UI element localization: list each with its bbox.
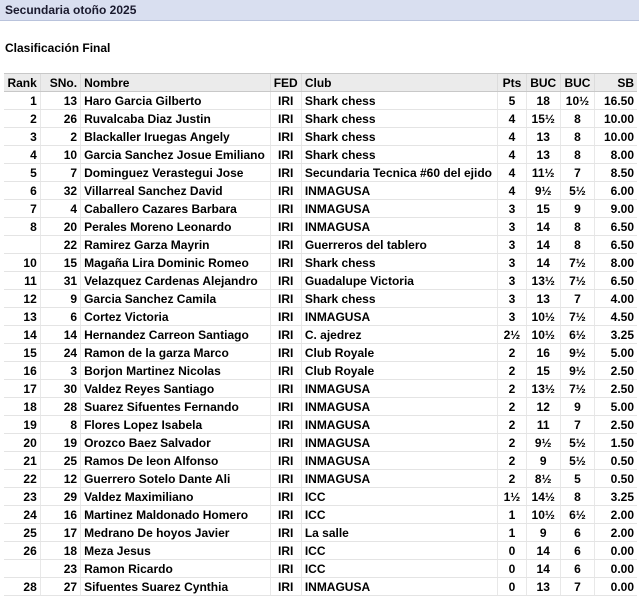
cell-fed: IRI [270, 470, 301, 488]
cell-pts: 3 [498, 290, 526, 308]
table-row[interactable] [4, 254, 637, 272]
cell-fed: IRI [270, 434, 301, 452]
cell-buc: 9 [526, 524, 560, 542]
cell-nombre: Cortez Victoria [81, 308, 270, 326]
cell-buc-2: 7½ [560, 308, 594, 326]
cell-rank: 15 [4, 344, 40, 362]
cell-sno: 12 [40, 470, 80, 488]
cell-rank: 1 [4, 92, 40, 110]
standings-table [4, 73, 637, 596]
cell-fed: IRI [270, 344, 301, 362]
cell-buc: 13½ [526, 272, 560, 290]
cell-pts: 4 [498, 128, 526, 146]
table-row[interactable] [4, 416, 637, 434]
cell-club: Shark chess [301, 290, 498, 308]
cell-club: Club Royale [301, 344, 498, 362]
cell-sb: 5.00 [595, 344, 637, 362]
cell-nombre: Ruvalcaba Diaz Justin [81, 110, 270, 128]
table-row[interactable] [4, 578, 637, 596]
cell-buc: 15 [526, 200, 560, 218]
cell-rank: 14 [4, 326, 40, 344]
cell-buc: 8½ [526, 470, 560, 488]
cell-pts: 0 [498, 578, 526, 596]
cell-sb: 6.50 [595, 236, 637, 254]
cell-club: Shark chess [301, 128, 498, 146]
cell-sb: 10.00 [595, 128, 637, 146]
cell-nombre: Borjon Martinez Nicolas [81, 362, 270, 380]
table-row[interactable] [4, 452, 637, 470]
cell-pts: 3 [498, 200, 526, 218]
cell-buc-2: 9½ [560, 344, 594, 362]
cell-rank: 25 [4, 524, 40, 542]
cell-club: INMAGUSA [301, 200, 498, 218]
cell-fed: IRI [270, 146, 301, 164]
cell-buc: 14 [526, 254, 560, 272]
table-row[interactable] [4, 524, 637, 542]
cell-rank: 24 [4, 506, 40, 524]
cell-buc-2: 10½ [560, 92, 594, 110]
cell-pts: 4 [498, 182, 526, 200]
cell-nombre: Garcia Sanchez Camila [81, 290, 270, 308]
col-header-sb[interactable]: SB [595, 74, 637, 92]
table-row[interactable] [4, 110, 637, 128]
table-header-row [4, 74, 637, 92]
cell-fed: IRI [270, 254, 301, 272]
cell-buc-2: 8 [560, 236, 594, 254]
cell-nombre: Ramos De leon Alfonso [81, 452, 270, 470]
cell-rank: 18 [4, 398, 40, 416]
cell-buc: 13 [526, 128, 560, 146]
cell-nombre: Velazquez Cardenas Alejandro [81, 272, 270, 290]
cell-rank: 28 [4, 578, 40, 596]
cell-sno: 31 [40, 272, 80, 290]
cell-nombre: Guerrero Sotelo Dante Ali [81, 470, 270, 488]
cell-club: C. ajedrez [301, 326, 498, 344]
cell-club: INMAGUSA [301, 182, 498, 200]
cell-pts: 5 [498, 92, 526, 110]
cell-sno: 4 [40, 200, 80, 218]
cell-pts: 2 [498, 398, 526, 416]
cell-fed: IRI [270, 488, 301, 506]
cell-pts: 4 [498, 110, 526, 128]
cell-club: Guerreros del tablero [301, 236, 498, 254]
cell-fed: IRI [270, 506, 301, 524]
cell-buc: 9 [526, 452, 560, 470]
cell-club: ICC [301, 488, 498, 506]
cell-pts: 1 [498, 524, 526, 542]
cell-sno: 9 [40, 290, 80, 308]
col-header-fed[interactable]: FED [270, 74, 301, 92]
cell-sno: 30 [40, 380, 80, 398]
cell-rank: 10 [4, 254, 40, 272]
col-header-buc[interactable]: BUC [526, 74, 560, 92]
cell-buc-2: 8 [560, 488, 594, 506]
cell-nombre: Blackaller Iruegas Angely [81, 128, 270, 146]
cell-sb: 2.50 [595, 380, 637, 398]
cell-rank: 3 [4, 128, 40, 146]
cell-fed: IRI [270, 308, 301, 326]
cell-rank: 21 [4, 452, 40, 470]
cell-rank: 19 [4, 416, 40, 434]
cell-nombre: Ramon de la garza Marco [81, 344, 270, 362]
cell-club: Secundaria Tecnica #60 del ejido [301, 164, 498, 182]
cell-buc: 12 [526, 398, 560, 416]
cell-buc-2: 9 [560, 200, 594, 218]
cell-buc-2: 5 [560, 470, 594, 488]
cell-buc: 13 [526, 146, 560, 164]
cell-club: La salle [301, 524, 498, 542]
cell-rank: 20 [4, 434, 40, 452]
cell-sno: 26 [40, 110, 80, 128]
cell-nombre: Ramon Ricardo [81, 560, 270, 578]
cell-rank [4, 560, 40, 578]
cell-sno: 25 [40, 452, 80, 470]
cell-sno: 23 [40, 560, 80, 578]
table-row[interactable] [4, 218, 637, 236]
cell-club: ICC [301, 506, 498, 524]
cell-buc: 14 [526, 560, 560, 578]
table-row[interactable] [4, 290, 637, 308]
cell-sb: 4.50 [595, 308, 637, 326]
cell-pts: 2 [498, 344, 526, 362]
cell-buc-2: 7 [560, 290, 594, 308]
cell-rank: 12 [4, 290, 40, 308]
cell-club: ICC [301, 542, 498, 560]
cell-buc-2: 7 [560, 578, 594, 596]
cell-sb: 8.00 [595, 254, 637, 272]
cell-pts: 3 [498, 254, 526, 272]
table-row[interactable] [4, 128, 637, 146]
cell-buc: 14 [526, 236, 560, 254]
cell-nombre: Orozco Baez Salvador [81, 434, 270, 452]
cell-buc: 10½ [526, 308, 560, 326]
cell-club: Shark chess [301, 146, 498, 164]
cell-fed: IRI [270, 578, 301, 596]
cell-fed: IRI [270, 416, 301, 434]
cell-club: Shark chess [301, 92, 498, 110]
cell-nombre: Villarreal Sanchez David [81, 182, 270, 200]
table-row[interactable] [4, 182, 637, 200]
cell-club: INMAGUSA [301, 218, 498, 236]
cell-buc-2: 6 [560, 524, 594, 542]
cell-buc: 13½ [526, 380, 560, 398]
cell-rank [4, 236, 40, 254]
cell-pts: 4 [498, 146, 526, 164]
table-row[interactable] [4, 164, 637, 182]
cell-rank: 23 [4, 488, 40, 506]
table-row[interactable] [4, 308, 637, 326]
cell-buc: 11 [526, 416, 560, 434]
cell-rank: 7 [4, 200, 40, 218]
table-row[interactable] [4, 92, 637, 110]
cell-buc-2: 7 [560, 164, 594, 182]
cell-sb: 1.50 [595, 434, 637, 452]
cell-fed: IRI [270, 362, 301, 380]
cell-rank: 26 [4, 542, 40, 560]
cell-nombre: Magaña Lira Dominic Romeo [81, 254, 270, 272]
cell-fed: IRI [270, 560, 301, 578]
cell-sb: 0.50 [595, 470, 637, 488]
cell-buc-2: 7½ [560, 272, 594, 290]
cell-sb: 0.00 [595, 560, 637, 578]
cell-fed: IRI [270, 524, 301, 542]
cell-buc-2: 7½ [560, 254, 594, 272]
cell-sno: 22 [40, 236, 80, 254]
cell-fed: IRI [270, 200, 301, 218]
cell-nombre: Haro Garcia Gilberto [81, 92, 270, 110]
cell-buc: 14 [526, 218, 560, 236]
table-row[interactable] [4, 506, 637, 524]
table-row[interactable] [4, 560, 637, 578]
cell-nombre: Valdez Maximiliano [81, 488, 270, 506]
cell-rank: 22 [4, 470, 40, 488]
cell-sb: 2.00 [595, 524, 637, 542]
cell-club: INMAGUSA [301, 398, 498, 416]
cell-buc: 16 [526, 344, 560, 362]
cell-nombre: Sifuentes Suarez Cynthia [81, 578, 270, 596]
cell-buc-2: 7½ [560, 380, 594, 398]
cell-buc: 11½ [526, 164, 560, 182]
cell-sno: 16 [40, 506, 80, 524]
table-row[interactable] [4, 200, 637, 218]
cell-sb: 0.00 [595, 542, 637, 560]
cell-rank: 16 [4, 362, 40, 380]
cell-pts: 2 [498, 416, 526, 434]
cell-pts: 2 [498, 470, 526, 488]
cell-pts: 3 [498, 236, 526, 254]
cell-sno: 7 [40, 164, 80, 182]
cell-pts: 2 [498, 362, 526, 380]
cell-buc-2: 9½ [560, 362, 594, 380]
cell-buc-2: 6½ [560, 326, 594, 344]
cell-rank: 13 [4, 308, 40, 326]
cell-sno: 27 [40, 578, 80, 596]
cell-pts: 0 [498, 560, 526, 578]
cell-nombre: Caballero Cazares Barbara [81, 200, 270, 218]
cell-buc-2: 6½ [560, 506, 594, 524]
cell-fed: IRI [270, 542, 301, 560]
cell-rank: 5 [4, 164, 40, 182]
col-header-pts[interactable]: Pts [498, 74, 526, 92]
cell-sno: 32 [40, 182, 80, 200]
cell-sb: 3.25 [595, 326, 637, 344]
cell-buc: 9½ [526, 182, 560, 200]
cell-sb: 0.50 [595, 452, 637, 470]
cell-sb: 9.00 [595, 200, 637, 218]
col-header-nombre[interactable]: Nombre [81, 74, 270, 92]
cell-nombre: Dominguez Verastegui Jose [81, 164, 270, 182]
cell-nombre: Meza Jesus [81, 542, 270, 560]
cell-pts: 3 [498, 272, 526, 290]
col-header-club[interactable]: Club [301, 74, 498, 92]
cell-buc-2: 5½ [560, 182, 594, 200]
table-row[interactable] [4, 272, 637, 290]
cell-buc: 18 [526, 92, 560, 110]
cell-fed: IRI [270, 272, 301, 290]
cell-fed: IRI [270, 92, 301, 110]
table-row[interactable] [4, 236, 637, 254]
table-row[interactable] [4, 380, 637, 398]
cell-pts: 1 [498, 506, 526, 524]
cell-fed: IRI [270, 182, 301, 200]
cell-buc: 14½ [526, 488, 560, 506]
col-header-buc-2[interactable]: BUC [560, 74, 594, 92]
cell-sb: 0.00 [595, 578, 637, 596]
cell-fed: IRI [270, 290, 301, 308]
cell-sb: 2.50 [595, 416, 637, 434]
cell-buc-2: 7 [560, 416, 594, 434]
cell-club: INMAGUSA [301, 434, 498, 452]
cell-fed: IRI [270, 326, 301, 344]
cell-sb: 2.50 [595, 362, 637, 380]
cell-buc-2: 5½ [560, 434, 594, 452]
cell-fed: IRI [270, 452, 301, 470]
cell-nombre: Garcia Sanchez Josue Emiliano [81, 146, 270, 164]
cell-sno: 28 [40, 398, 80, 416]
cell-sb: 4.00 [595, 290, 637, 308]
cell-fed: IRI [270, 218, 301, 236]
cell-pts: 0 [498, 542, 526, 560]
cell-rank: 2 [4, 110, 40, 128]
cell-club: Guadalupe Victoria [301, 272, 498, 290]
cell-pts: 2 [498, 434, 526, 452]
cell-sb: 10.00 [595, 110, 637, 128]
cell-sno: 8 [40, 416, 80, 434]
cell-nombre: Hernandez Carreon Santiago [81, 326, 270, 344]
cell-nombre: Flores Lopez Isabela [81, 416, 270, 434]
cell-buc: 15 [526, 362, 560, 380]
cell-buc-2: 9 [560, 398, 594, 416]
table-row[interactable] [4, 488, 637, 506]
table-row[interactable] [4, 362, 637, 380]
cell-buc-2: 6 [560, 542, 594, 560]
cell-pts: 2 [498, 452, 526, 470]
cell-nombre: Ramirez Garza Mayrin [81, 236, 270, 254]
cell-rank: 17 [4, 380, 40, 398]
cell-sb: 6.00 [595, 182, 637, 200]
cell-club: Club Royale [301, 362, 498, 380]
table-row[interactable] [4, 398, 637, 416]
cell-buc-2: 8 [560, 128, 594, 146]
cell-sno: 6 [40, 308, 80, 326]
cell-pts: 1½ [498, 488, 526, 506]
cell-pts: 2 [498, 380, 526, 398]
cell-buc: 9½ [526, 434, 560, 452]
cell-sno: 24 [40, 344, 80, 362]
cell-sb: 2.00 [595, 506, 637, 524]
cell-pts: 3 [498, 308, 526, 326]
page-subtitle: Clasificación Final [5, 41, 111, 55]
cell-club: Shark chess [301, 110, 498, 128]
standings-body [4, 92, 637, 596]
table-row[interactable] [4, 146, 637, 164]
cell-buc: 13 [526, 578, 560, 596]
cell-buc: 13 [526, 290, 560, 308]
cell-sb: 5.00 [595, 398, 637, 416]
cell-sb: 3.25 [595, 488, 637, 506]
cell-buc-2: 5½ [560, 452, 594, 470]
cell-sno: 10 [40, 146, 80, 164]
cell-fed: IRI [270, 398, 301, 416]
cell-buc-2: 8 [560, 110, 594, 128]
cell-rank: 4 [4, 146, 40, 164]
cell-club: INMAGUSA [301, 380, 498, 398]
cell-sno: 15 [40, 254, 80, 272]
cell-buc-2: 8 [560, 146, 594, 164]
cell-nombre: Valdez Reyes Santiago [81, 380, 270, 398]
window-title: Secundaria otoño 2025 [0, 0, 639, 21]
cell-sno: 13 [40, 92, 80, 110]
cell-club: INMAGUSA [301, 578, 498, 596]
cell-sb: 8.50 [595, 164, 637, 182]
cell-sno: 17 [40, 524, 80, 542]
cell-nombre: Suarez Sifuentes Fernando [81, 398, 270, 416]
cell-club: Shark chess [301, 254, 498, 272]
cell-rank: 11 [4, 272, 40, 290]
cell-buc: 10½ [526, 506, 560, 524]
table-row[interactable] [4, 470, 637, 488]
cell-fed: IRI [270, 128, 301, 146]
table-row[interactable] [4, 434, 637, 452]
cell-sno: 19 [40, 434, 80, 452]
cell-fed: IRI [270, 110, 301, 128]
cell-nombre: Martinez Maldonado Homero [81, 506, 270, 524]
cell-buc: 10½ [526, 326, 560, 344]
table-row[interactable] [4, 542, 637, 560]
cell-sb: 6.50 [595, 218, 637, 236]
cell-club: INMAGUSA [301, 470, 498, 488]
table-row[interactable] [4, 326, 637, 344]
cell-sno: 3 [40, 362, 80, 380]
cell-rank: 8 [4, 218, 40, 236]
cell-pts: 3 [498, 218, 526, 236]
cell-fed: IRI [270, 164, 301, 182]
cell-sno: 20 [40, 218, 80, 236]
cell-club: INMAGUSA [301, 308, 498, 326]
cell-fed: IRI [270, 236, 301, 254]
table-row[interactable] [4, 344, 637, 362]
cell-pts: 2½ [498, 326, 526, 344]
cell-sno: 18 [40, 542, 80, 560]
cell-sno: 2 [40, 128, 80, 146]
cell-nombre: Medrano De hoyos Javier [81, 524, 270, 542]
cell-fed: IRI [270, 380, 301, 398]
cell-buc: 15½ [526, 110, 560, 128]
cell-buc: 14 [526, 542, 560, 560]
cell-club: INMAGUSA [301, 452, 498, 470]
cell-sb: 6.50 [595, 272, 637, 290]
cell-buc-2: 6 [560, 560, 594, 578]
cell-sb: 8.00 [595, 146, 637, 164]
cell-rank: 6 [4, 182, 40, 200]
col-header-sno[interactable]: SNo. [40, 74, 80, 92]
cell-pts: 4 [498, 164, 526, 182]
col-header-rank[interactable]: Rank [4, 74, 40, 92]
cell-club: INMAGUSA [301, 416, 498, 434]
cell-club: ICC [301, 560, 498, 578]
cell-nombre: Perales Moreno Leonardo [81, 218, 270, 236]
cell-sb: 16.50 [595, 92, 637, 110]
cell-sno: 29 [40, 488, 80, 506]
cell-buc-2: 8 [560, 218, 594, 236]
cell-sno: 14 [40, 326, 80, 344]
